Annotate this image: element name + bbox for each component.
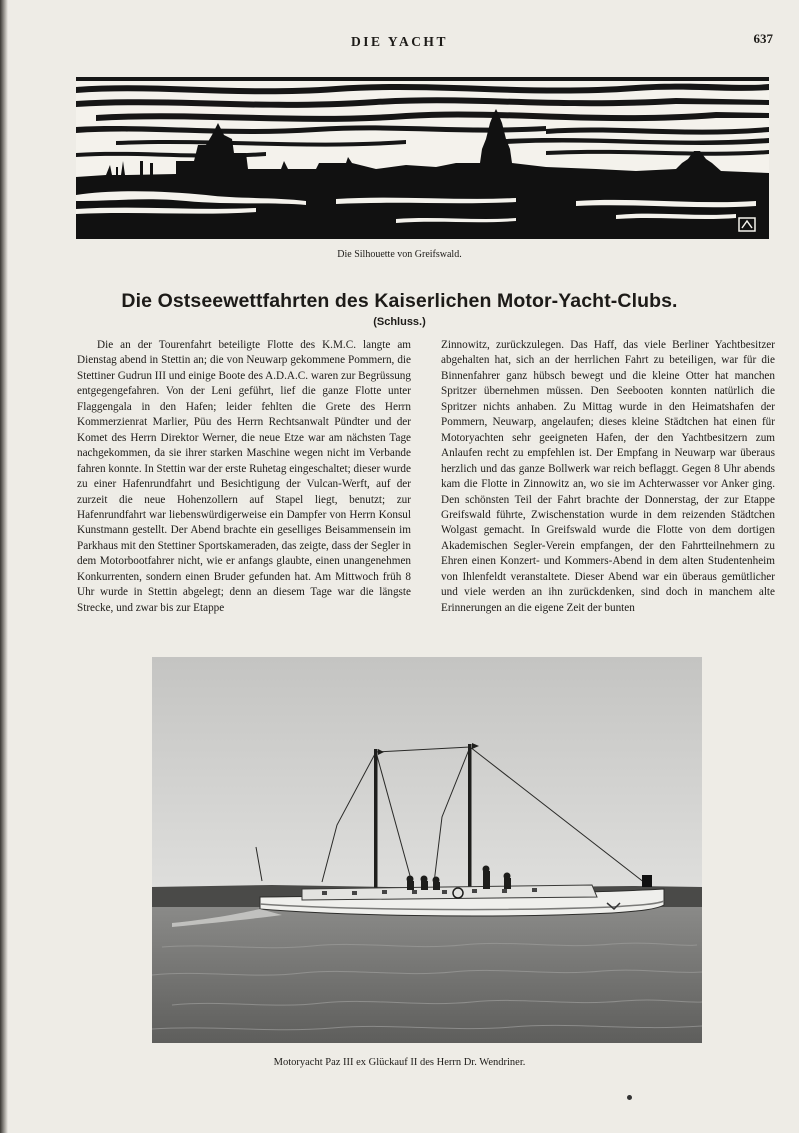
article-title: Die Ostseewettfahrten des Kaiserlichen Motor-Yacht-Clubs.: [121, 290, 678, 312]
motor-yacht-photo-svg: [152, 657, 702, 1043]
ink-speck: [627, 1095, 632, 1100]
silhouette-caption: Die Silhouette von Greifswald.: [337, 249, 462, 260]
article-subtitle: (Schluss.): [373, 316, 426, 328]
cloud-bands: [76, 77, 769, 158]
motor-yacht-photo: [152, 657, 702, 1043]
page-edge-shadow: [0, 0, 8, 1133]
woodcut-svg: [76, 77, 769, 239]
greifswald-silhouette-woodcut: [76, 77, 769, 239]
photo-sky: [152, 657, 702, 889]
page-number: 637: [753, 31, 773, 46]
bow-flag-icon: [642, 875, 652, 887]
running-head: DIE YACHT: [351, 34, 448, 49]
article-column-left: Die an der Tourenfahrt beteiligte Flotte des K.M.C. langte am Dienstag abend in Stettin an; die von Neuwarp gekommene Pommern, die Stettiner Gudrun III und einige Boote des A.D.A.C. waren zur Begrüssung entgegengefahren. Von der Leni geführt, lief die ganze Flotte unter Flaggengala in den Hafen; leider fehlten die Grete des Herrn Kommerzienrat Marlier, Püu des Herrn Rechtsanwalt Pündter und der Komet des Herrn Direktor Werner, die neue Etze war am nächsten Tage nachgekommen, da sie ihrer starken Maschine wegen nicht im Verbande fahren konnte. In Stettin war der erste Ruhetag eingeschaltet; dieser wurde zu einer Hafenrundfahrt und Besichtigung der Vulcan-Werft, auf der zurzeit die neue Hohenzollern auf Stapel liegt, benutzt; zur Hafenrundfahrt war liebenswürdigerweise ein Dampfer von Herrn Konsul Kunstmann gestellt. Der Abend brachte ein geselliges Beisammensein im Parkhaus mit den Stettiner Sportskameraden, das zeigte, dass der Segler in dem Motorbootfahrer nicht, wie er anfangs glaubte, einen unangenehmen Konkurrenten, sondern einen Bruder gefunden hat. Am Mittwoch früh 8 Uhr wurde in Stettin abgelegt; denn an diesem Tage war die längste Strecke, und zwar bis zur Etappe: [77, 339, 411, 614]
photo-caption: Motoryacht Paz III ex Glückauf II des Herrn Dr. Wendriner.: [273, 1057, 526, 1068]
article-column-right: Zinnowitz, zurückzulegen. Das Haff, das viele Berliner Yachtbesitzer abgehalten hat, sich an der herrlichen Fahrt zu beteiligen, war für die Binnenfahrer ganz hübsch bewegt und die kleine Otter hat manchen Spritzer übernehmen müssen. Den Seebooten konnten natürlich die Spritzer nichts anhaben. Zu Mittag wurde in den Heimatshafen der Pommern, Neuwarp, angelaufen; dieses kleine Städtchen hat einen für Motoryachten sehr geeigneten Hafen, der den Yachtbesitzern zum Anlaufen recht zu empfehlen ist. Der Empfang in Neuwarp war überaus herzlich und das ganze Bollwerk war reich beflaggt. Gegen 8 Uhr abends kam die Flotte in Zinnowitz an, wo sie im Achterwasser vor Anker ging. Den schönsten Teil der Fahrt brachte der Donnerstag, der zur Etappe Greifswald führte, Zwischenstation wurde in dem reizenden Städtchen Wolgast gemacht. In Greifswald wurde die Flotte von dem dortigen Akademischen Segler-Verein empfangen, der den Fahrtteilnehmern zu Ehren einen Konzert- und Kommers-Abend in dem alten Studentenheim von Ihlenfeldt veranstaltete. Dieser Abend war ein überaus gemütlicher und viele werden an ihn zurückdenken, sind doch in manchem alte Erinnerungen an die eigene Zeit der bunten: [441, 339, 775, 614]
